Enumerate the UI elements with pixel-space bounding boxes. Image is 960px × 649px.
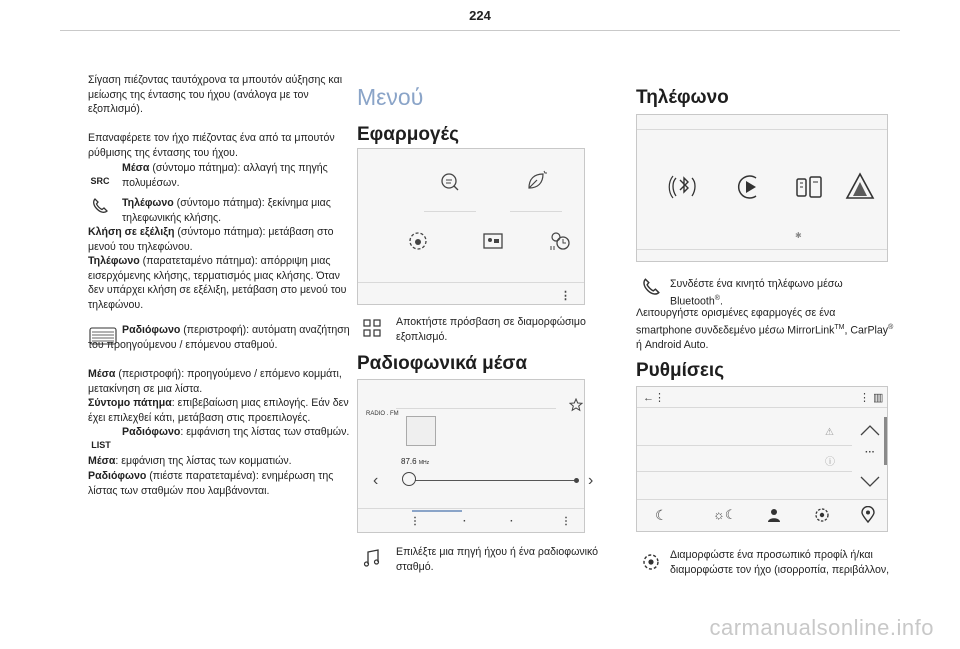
- intro-paragraph-1: Σίγαση πιέζοντας ταυτόχρονα τα μπουτόν αύξησης και μείωσης της έντασης του ήχου (ανάλογα με τον εξοπλισμό).: [88, 74, 343, 116]
- sound-settings-gear-icon[interactable]: [813, 506, 831, 529]
- tab-dot-1[interactable]: ·: [463, 516, 467, 527]
- phone-handset-icon: [88, 197, 112, 215]
- scrollbar-thumb[interactable]: [884, 417, 887, 465]
- station-logo: [406, 416, 436, 446]
- frequency-slider-knob[interactable]: [402, 472, 416, 486]
- call-in-progress-paragraph: Κλήση σε εξέλιξη (σύντομο πάτημα): μετάβαση στο μενού του τηλεφώνου.: [88, 226, 334, 253]
- favorite-star-icon[interactable]: [569, 398, 583, 417]
- profile-user-icon[interactable]: [765, 507, 781, 528]
- settings-heading: Ρυθμίσεις: [636, 360, 725, 381]
- radio-rotate-paragraph: Ραδιόφωνο (περιστροφή): αυτόματη αναζήτηση του προηγούμενου / επόμενου σταθμού.: [88, 324, 350, 351]
- eco-leaf-icon: [524, 169, 548, 198]
- next-station-chevron-icon[interactable]: ›: [588, 472, 594, 489]
- vehicle-settings-icon: [406, 229, 430, 258]
- bluetooth-small-icon: ✱: [795, 231, 802, 240]
- list-description: Ραδιόφωνο: εμφάνιση της λίστας των σταθμών.: [122, 426, 350, 438]
- header-divider: [60, 30, 900, 31]
- watermark: carmanualsonline.info: [709, 615, 934, 640]
- more-options-icon[interactable]: ⋮: [560, 290, 571, 302]
- warning-triangle-icon: ⚠: [825, 427, 834, 438]
- settings-description: Διαμορφώστε ένα προσωπικό προφίλ ή/και διαμορφώστε τον ήχο (ισορροπία, περιβάλλον,: [670, 549, 890, 576]
- connected-services-icon: [438, 169, 462, 198]
- radio-update-paragraph: Ραδιόφωνο (πιέστε παρατεταμένα): ενημέρωση της λίστας των σταθμών που λαμβάνονται.: [88, 470, 334, 497]
- apps-screen: [357, 148, 585, 305]
- scroll-down-chevron-icon[interactable]: [859, 475, 881, 494]
- location-privacy-icon[interactable]: [859, 506, 877, 529]
- radio-media-heading: Ραδιοφωνικά μέσα: [357, 353, 528, 374]
- phone-heading: Τηλέφωνο: [636, 87, 729, 108]
- phone-long-press-paragraph: Τηλέφωνο (παρατεταμένο πάτημα): απόρριψη μιας εισερχόμενης κλήσης, τερματισμός μιας κλήσης. Όταν δεν υπάρχει κλήση σε εξέλιξη, μετάβαση στο μενού του τηλεφώνου.: [88, 255, 347, 312]
- radio-band-label: RADIO . FM: [366, 411, 399, 417]
- phone-connect-description: Συνδέστε ένα κινητό τηλέφωνο μέσω Bluetooth®.: [670, 278, 843, 308]
- tab-more-icon[interactable]: ⋮: [561, 516, 571, 527]
- phone-description: Τηλέφωνο (σύντομο πάτημα): ξεκίνημα μιας τηλεφωνικής κλήσης.: [122, 197, 331, 224]
- short-press-paragraph: Σύντομο πάτημα: επιβεβαίωση μιας επιλογής. Εάν δεν έχει επιλεχθεί κάτι, μετάβαση στις προεπιλογές.: [88, 397, 349, 424]
- back-arrow-icon[interactable]: ←⋮: [643, 392, 665, 404]
- tab-dot-2[interactable]: ·: [510, 516, 514, 527]
- list-icon: LIST: [91, 440, 111, 450]
- climate-timer-icon: [548, 229, 572, 258]
- frequency-slider-track[interactable]: [406, 480, 576, 481]
- media-rotate-paragraph: Μέσα (περιστροφή): προηγούμενο / επόμενο κομμάτι, μετακίνηση σε μια λίστα.: [88, 368, 342, 395]
- phone-apps-description: Λειτουργήστε ορισμένες εφαρμογές σε ένα smartphone συνδεδεμένο μέσω MirrorLink™, CarPlay® ή Android Auto.: [636, 307, 894, 351]
- menu-heading: Μενού: [357, 84, 424, 110]
- scroll-up-chevron-icon[interactable]: [859, 423, 881, 442]
- frequency-readout: 87.6 MHz: [401, 457, 430, 466]
- src-icon: SRC: [90, 176, 110, 186]
- apps-description: Αποκτήστε πρόσβαση σε διαμορφώσιμο εξοπλισμό.: [396, 316, 586, 343]
- night-mode-moon-icon[interactable]: ☾: [655, 507, 668, 523]
- carplay-icon[interactable]: [732, 170, 766, 209]
- settings-gear-icon: [641, 552, 661, 577]
- src-description: Μέσα (σύντομο πάτημα): αλλαγή της πηγής πολυμέσων.: [122, 162, 328, 189]
- apps-heading: Εφαρμογές: [357, 124, 459, 145]
- day-night-icon[interactable]: ☼☾: [713, 507, 737, 522]
- tab-menu-icon[interactable]: ⋮: [410, 516, 420, 527]
- active-tab-indicator: [412, 510, 462, 512]
- previous-station-chevron-icon[interactable]: ‹: [373, 472, 379, 489]
- phone-handset-icon-2: [641, 277, 661, 302]
- settings-screen: [636, 386, 888, 532]
- ellipsis-icon[interactable]: ···: [865, 447, 875, 458]
- page-number: 224: [469, 8, 491, 23]
- android-auto-icon[interactable]: [843, 170, 877, 209]
- phone-screen: [636, 114, 888, 262]
- slider-end-dot: [574, 478, 579, 483]
- bluetooth-phone-icon[interactable]: [667, 170, 701, 209]
- mirrorlink-icon[interactable]: [792, 170, 826, 209]
- music-note-icon: [362, 548, 382, 573]
- contacts-card-icon: [482, 231, 504, 256]
- media-list-paragraph: Μέσα: εμφάνιση της λίστας των κομματιών.: [88, 455, 292, 467]
- radio-description: Επιλέξτε μια πηγή ήχου ή ένα ραδιοφωνικό σταθμό.: [396, 546, 599, 573]
- radio-screen: [357, 379, 594, 533]
- settings-menu-icon[interactable]: ⋮ ▥: [859, 392, 884, 404]
- info-icon: ⓘ: [825, 457, 835, 468]
- apps-grid-icon: [362, 318, 382, 343]
- intro-paragraph-2: Επαναφέρετε τον ήχο πιέζοντας ένα από τα μπουτόν ρύθμισης της έντασης του ήχου.: [88, 132, 335, 159]
